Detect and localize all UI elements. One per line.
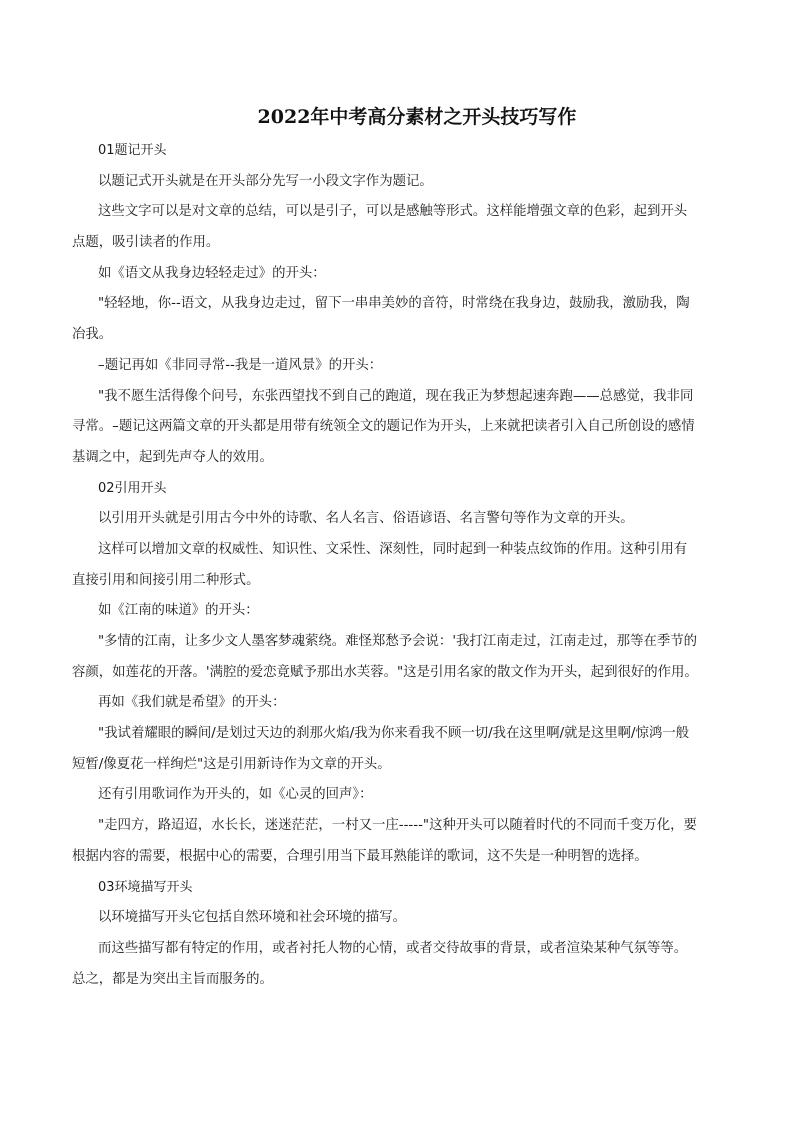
document-title: 2022年中考高分素材之开头技巧写作 [257, 106, 577, 128]
section-heading: 02引用开头 [98, 480, 167, 496]
text-line: 如《语文从我身边轻轻走过》的开头： [98, 265, 326, 281]
text-line: –题记再如《非同寻常--我是一道风景》的开头： [98, 357, 383, 373]
text-line: 这些文字可以是对文章的总结，可以是引子，可以是感触等形式。这样能增强文章的色彩，起到开头 [98, 204, 688, 220]
text-line: 以环境描写开头它包括自然环境和社会环境的描写。 [98, 910, 406, 926]
text-line: 而这些描写都有特定的作用，或者衬托人物的心情，或者交待故事的背景，或者渲染某种气氛等等。 [98, 940, 688, 956]
text-line: 短暂/像夏花一样绚烂"这是引用新诗作为文章的开头。 [72, 756, 391, 772]
text-line: 以题记式开头就是在开头部分先写一小段文字作为题记。 [98, 173, 433, 189]
section-heading: 03环境描写开头 [98, 879, 193, 895]
text-line: 冶我。 [72, 327, 113, 343]
document-body [72, 136, 722, 995]
text-line: "我不愿生活得像个问号，东张西望找不到自己的跑道，现在我正为梦想起速奔跑——总感觉，我非同 [98, 388, 694, 404]
text-line: 容颜，如莲花的开落。'满腔的爱恋竟赋予那出水芙蓉。"这是引用名家的散文作为开头，起到很好的作用。 [72, 664, 698, 680]
text-line: 寻常。–题记这两篇文章的开头都是用带有统领全文的题记作为开头，上来就把读者引入自己所创设的感情 [72, 419, 695, 435]
text-line: 如《江南的味道》的开头： [98, 603, 259, 619]
text-line: "多情的江南，让多少文人墨客梦魂萦绕。难怪郑愁予会说：'我打江南走过，江南走过，那等在季节的 [98, 634, 698, 649]
text-line: 这样可以增加文章的权威性、知识性、文采性、深刻性，同时起到一种装点纹饰的作用。这种引用有 [98, 541, 688, 557]
text-line: 直接引用和间接引用二种形式。 [72, 572, 260, 588]
text-line: "轻轻地，你--语文，从我身边走过，留下一串串美妙的音符，时常绕在我身边，鼓励我，激励我，陶 [98, 296, 690, 312]
text-line: 以引用开头就是引用古今中外的诗歌、名人名言、俗语谚语、名言警句等作为文章的开头。 [98, 511, 634, 527]
text-line: 还有引用歌词作为开头的，如《心灵的回声》： [98, 787, 373, 803]
text-line: "我试着耀眼的瞬间/是划过天边的刹那火焰/我为你来看我不顾一切/我在这里啊/就是这里啊/惊鸿一般 [98, 726, 690, 742]
text-line: 基调之中，起到先声夺人的效用。 [72, 449, 273, 465]
text-line: 根据内容的需要，根据中心的需要，合理引用当下最耳熟能详的歌词，这不失是一种明智的选择。 [72, 848, 648, 864]
section-heading: 01题记开头 [98, 143, 167, 158]
text-line: "走四方，路迢迢，水长长，迷迷茫茫，一村又一庄-----"这种开头可以随着时代的不同而千变万化，要 [98, 818, 697, 834]
text-line: 点题，吸引读者的作用。 [72, 235, 220, 251]
text-line: 再如《我们就是希望》的开头： [98, 695, 286, 711]
text-line: 总之，都是为突出主旨而服务的。 [72, 971, 273, 987]
